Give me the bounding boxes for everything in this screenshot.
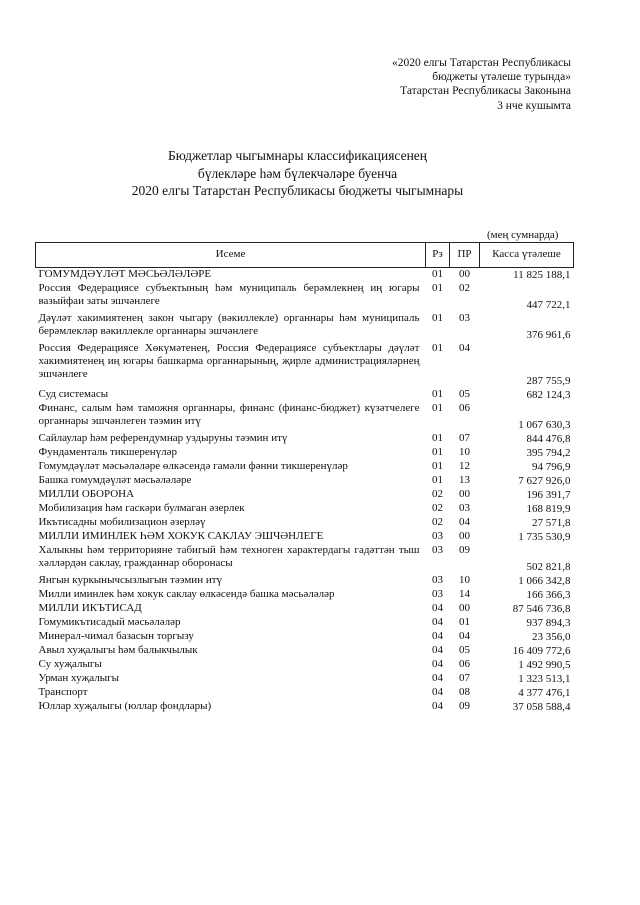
cell-pr: 03 xyxy=(459,311,470,324)
cell-amount: 7 627 926,0 xyxy=(518,474,571,487)
table-row xyxy=(36,700,574,714)
header-pr: ПР xyxy=(450,243,480,268)
cell-amount: 937 894,3 xyxy=(526,616,571,629)
cell-rz: 01 xyxy=(432,445,443,458)
table-row xyxy=(36,530,574,544)
cell-pr: 04 xyxy=(459,341,470,354)
cell-name: Россия Федерациясе субъектының һәм муниципаль берәмлекнең иң югары вазыйфаи заты эшчәнлеге xyxy=(38,281,420,307)
title-line: бүлекләре һәм бүлекчәләре буенча xyxy=(197,165,398,181)
cell-name: Урман хуҗалыгы xyxy=(38,671,120,684)
cell-pr: 05 xyxy=(459,643,470,656)
cell-rz: 01 xyxy=(432,341,443,354)
cell-name: Янгын куркынычсызлыгын тәэмин итү xyxy=(38,573,223,586)
table-row xyxy=(36,342,574,388)
cell-amount: 1 492 990,5 xyxy=(518,658,571,671)
cell-rz: 04 xyxy=(432,685,443,698)
table-row xyxy=(36,268,574,282)
table-row xyxy=(36,602,574,616)
cell-amount: 11 825 188,1 xyxy=(513,268,571,281)
cell-amount: 1 735 530,9 xyxy=(518,530,571,543)
table-row xyxy=(36,402,574,432)
cell-pr: 00 xyxy=(459,487,470,500)
cell-pr: 07 xyxy=(459,671,470,684)
cell-pr: 03 xyxy=(459,501,470,514)
cell-rz: 02 xyxy=(432,501,443,514)
table-row xyxy=(36,686,574,700)
table-row xyxy=(36,388,574,402)
cell-pr: 04 xyxy=(459,629,470,642)
cell-rz: 02 xyxy=(432,515,443,528)
cell-name: Юллар хуҗалыгы (юллар фондлары) xyxy=(38,699,212,712)
cell-rz: 04 xyxy=(432,657,443,670)
cell-name: Авыл хуҗалыгы һәм балыкчылык xyxy=(38,643,198,656)
table-header-row xyxy=(36,243,574,268)
cell-pr: 00 xyxy=(459,268,470,280)
cell-amount: 1 066 342,8 xyxy=(518,574,571,587)
cell-name: Минерал-чимал базасын торгызу xyxy=(38,629,194,642)
cell-name: Су хуҗалыгы xyxy=(38,657,102,670)
cell-amount: 37 058 588,4 xyxy=(512,700,571,713)
cell-pr: 10 xyxy=(459,445,470,458)
cell-amount: 168 819,9 xyxy=(526,502,571,515)
table-row xyxy=(36,658,574,672)
cell-amount: 87 546 736,8 xyxy=(512,602,571,615)
cell-name: Фундаменталь тикшеренүләр xyxy=(38,445,177,458)
table-row xyxy=(36,502,574,516)
cell-name: Гомумдәүләт мәсьәләләре өлкәсендә гамәли фәнни тикшеренүләр xyxy=(38,459,348,472)
law-reference-line: «2020 елгы Татарстан Республикасы xyxy=(391,57,571,69)
cell-rz: 03 xyxy=(432,529,443,542)
table-row xyxy=(36,544,574,574)
table-row xyxy=(36,516,574,530)
cell-amount: 1 067 630,3 xyxy=(518,418,571,431)
cell-name: МИЛЛИ ИКЪТИСАД xyxy=(38,601,142,614)
cell-amount: 682 124,3 xyxy=(526,388,571,401)
cell-amount: 166 366,3 xyxy=(526,588,571,601)
cell-amount: 395 794,2 xyxy=(526,446,571,459)
cell-rz: 01 xyxy=(432,431,443,444)
cell-amount: 287 755,9 xyxy=(526,374,571,387)
cell-rz: 04 xyxy=(432,643,443,656)
cell-rz: 03 xyxy=(432,543,443,556)
cell-amount: 844 476,8 xyxy=(526,432,571,445)
cell-pr: 09 xyxy=(459,543,470,556)
cell-name: Суд системасы xyxy=(38,387,109,400)
law-reference-line: Татарстан Республикасы Законына xyxy=(400,85,571,98)
cell-rz: 01 xyxy=(432,473,443,486)
law-reference-line: бюджеты үтәлеше турында» xyxy=(432,71,571,84)
cell-name: Башка гомумдәүләт мәсьәләләре xyxy=(38,473,192,486)
cell-pr: 09 xyxy=(459,699,470,712)
expenditure-table xyxy=(35,242,574,714)
table-row xyxy=(36,282,574,312)
cell-name: МИЛЛИ ИМИНЛЕК ҺӘМ ХОКУК САКЛАУ ЭШЧӘНЛЕГЕ xyxy=(38,529,324,542)
cell-name: Гомумикътисадый мәсьәләләр xyxy=(38,615,181,628)
cell-pr: 07 xyxy=(459,431,470,444)
cell-rz: 01 xyxy=(432,281,443,294)
cell-pr: 13 xyxy=(459,473,470,486)
cell-rz: 01 xyxy=(432,459,443,472)
cell-pr: 14 xyxy=(459,587,470,600)
table-row xyxy=(36,488,574,502)
cell-amount: 27 571,8 xyxy=(532,516,571,529)
law-reference-line: 3 нче кушымта xyxy=(497,99,571,112)
cell-pr: 02 xyxy=(459,281,470,294)
cell-pr: 10 xyxy=(459,573,470,586)
title-line: Бюджетлар чыгымнары классификациясенең xyxy=(167,148,428,163)
table-row xyxy=(36,432,574,446)
table-body xyxy=(36,268,574,714)
cell-pr: 00 xyxy=(459,601,470,614)
cell-amount: 447 722,1 xyxy=(526,298,571,311)
title-line: 2020 елгы Татарстан Республикасы бюджеты чыгымнары xyxy=(131,183,464,198)
cell-name: Милли иминлек һәм хокук саклау өлкәсендә башка мәсьәләләр xyxy=(38,587,335,600)
header-name: Исеме xyxy=(36,243,426,268)
cell-rz: 04 xyxy=(432,615,443,628)
cell-amount: 1 323 513,1 xyxy=(518,672,571,685)
cell-amount: 376 961,6 xyxy=(526,328,571,341)
cell-rz: 01 xyxy=(432,311,443,324)
table-row xyxy=(36,446,574,460)
cell-pr: 04 xyxy=(459,515,470,528)
table-row xyxy=(36,312,574,342)
table-row xyxy=(36,588,574,602)
cell-name: Мобилизация һәм гаскәри булмаган әзерлек xyxy=(38,501,245,514)
cell-pr: 05 xyxy=(459,387,470,400)
cell-amount: 94 796,9 xyxy=(532,460,571,473)
cell-name: Халыкны һәм территорияне табигый һәм техноген характердагы гадәттән тыш хәлләрдән саклау, гражданнар оборонасы xyxy=(38,543,420,569)
cell-name: ГОМУМДӘҮЛӘТ МӘСЬӘЛӘЛӘРЕ xyxy=(38,268,212,280)
cell-amount: 196 391,7 xyxy=(526,488,571,501)
table-row xyxy=(36,574,574,588)
table-row xyxy=(36,644,574,658)
cell-rz: 01 xyxy=(432,401,443,414)
table-row xyxy=(36,630,574,644)
cell-rz: 04 xyxy=(432,629,443,642)
cell-pr: 08 xyxy=(459,685,470,698)
cell-amount: 502 821,8 xyxy=(526,560,571,573)
cell-rz: 04 xyxy=(432,601,443,614)
cell-pr: 06 xyxy=(459,657,470,670)
document-title xyxy=(0,147,595,200)
cell-rz: 01 xyxy=(432,387,443,400)
header-amount: Касса үтәлеше xyxy=(480,243,574,268)
cell-rz: 04 xyxy=(432,671,443,684)
cell-name: Транспорт xyxy=(38,685,88,698)
units-note: (мең сумнарда) xyxy=(487,229,559,241)
cell-amount: 4 377 476,1 xyxy=(518,686,571,699)
cell-rz: 04 xyxy=(432,699,443,712)
cell-rz: 01 xyxy=(432,268,443,280)
cell-name: Икътисадны мобилизацион әзерләү xyxy=(38,515,206,528)
law-reference xyxy=(291,56,571,113)
cell-rz: 02 xyxy=(432,487,443,500)
cell-name: Дәүләт хакимиятенең закон чыгару (вәкиллекле) органнары һәм муниципаль берәмлекләр вәкиллекле органнары эшчәнлеге xyxy=(38,311,420,337)
header-rz: Рз xyxy=(426,243,450,268)
cell-rz: 03 xyxy=(432,587,443,600)
cell-pr: 06 xyxy=(459,401,470,414)
cell-rz: 03 xyxy=(432,573,443,586)
table-row xyxy=(36,672,574,686)
table-row xyxy=(36,460,574,474)
cell-amount: 23 356,0 xyxy=(532,630,571,643)
cell-pr: 01 xyxy=(459,615,470,628)
cell-name: МИЛЛИ ОБОРОНА xyxy=(38,487,135,500)
table-row xyxy=(36,474,574,488)
table-row xyxy=(36,616,574,630)
cell-name: Россия Федерациясе Хөкүмәтенең, Россия Федерациясе субъектлары дәүләт хакимиятенең иң югары башкарма органнарының, җирле администрацияләрнең эшчәнлеге xyxy=(38,341,420,380)
cell-amount: 16 409 772,6 xyxy=(512,644,571,657)
cell-name: Сайлаулар һәм референдумнар уздыруны тәэмин итү xyxy=(38,431,288,444)
cell-pr: 12 xyxy=(459,459,470,472)
cell-name: Финанс, салым һәм таможня органнары, финанс (финанс-бюджет) күзәтчелеге органнары эшчәнлеген тәэмин итү xyxy=(38,401,420,427)
cell-pr: 00 xyxy=(459,529,470,542)
